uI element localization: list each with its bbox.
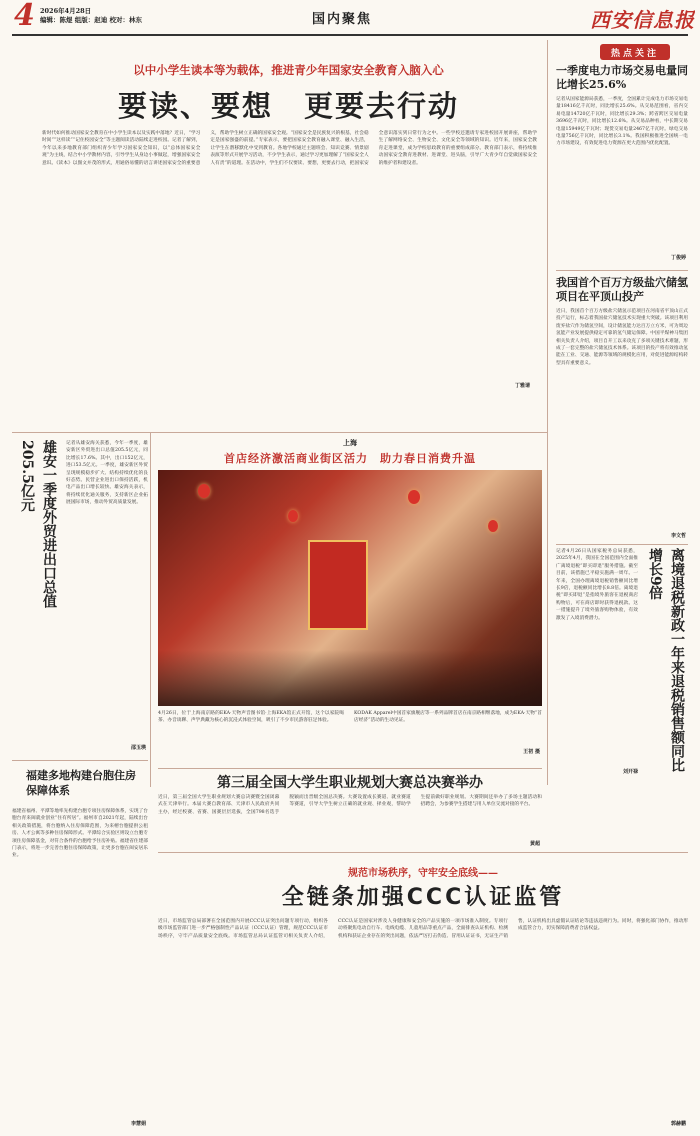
- header-rule: [12, 34, 688, 36]
- sidebar-divider: [547, 40, 548, 785]
- career-contest-author: 黄超: [529, 841, 540, 847]
- hydrogen-body: 近日，我国首个百万方级盐穴储氢示范项目在河南省平顶山正式投产运行，标志着我国盐穴储氢技术实现重大突破。该项目利用废弃盐穴作为储氢空间，设计储氢能力达百万立方米，可为周边氢能产业发展提供稳定可靠的氢气储运保障。中国平煤神马集团相关负责人介绍，项目自开工以来攻克了多项关键技术难题，形成了一套完整的盐穴储氢技术体系。该项目的投产将有效推动氢能在工业、交通、能源等领域的规模化应用，对促进能源结构转型具有重要意义。: [556, 309, 688, 366]
- xiongan-headline: 雄安一季度外贸进出口总值205.5亿元: [19, 440, 57, 608]
- ccc-story: [158, 856, 688, 1132]
- page-number: 4: [14, 0, 35, 33]
- news-photo: [158, 470, 542, 706]
- fujian-author: 李慧娟: [130, 1121, 146, 1127]
- issue-date: 2026年4月28日: [40, 7, 92, 15]
- photo-caption-right: KODAK Apparel中国首家旗舰店等一系列品牌首店在南京路相继落地，成为EKA·天物“首店经济”活动的生动见证。: [354, 711, 542, 724]
- ccc-headline: 全链条加强CCC认证监管: [281, 885, 565, 910]
- left-col-rule: [12, 760, 148, 761]
- hydrogen-story: [556, 276, 688, 541]
- bottom-rule: [158, 852, 688, 853]
- hydrogen-headline: 我国首个百万方级盐穴储氢项目在平顶山投产: [556, 276, 688, 303]
- fujian-story: [12, 764, 148, 1132]
- photo-rule: [158, 768, 542, 769]
- top-body: 新时代如何推动国家安全教育在中小学生读本以及实践中落地？近日，“学习时间”“这样读”“记住校园安全”等主题阅读活动陆续走进校园。记者了解到，今年以来多地教育部门组织青少年学习国家安全知识，以“总体国家安全观”为主线，结合中小学教材内容，引导学生从身边小事做起，增强国家安全意识。《读本》以图文并茂的形式，用通俗易懂的语言讲述国家安全的重要意义，帮助学生树立正确的国家安全观。“国家安全是民族复兴的根基，社会稳定是国家强盛的前提。”专家表示，要把国家安全教育融入课堂、融入生活，让学生在潜移默化中受到教育。各地学校通过主题班会、知识竞赛、情景剧表演等形式开展学习活动，不少学生表示，通过学习更加理解了“国家安全人人有责”的道理。在活动中，学生们不仅要读、要想，更要去行动，把国家安全意识落实到日常行为之中。一些学校还邀请专家进校园开展讲座，帮助学生了解网络安全、生物安全、文化安全等领域的知识。近年来，国家安全教育走进课堂，成为学校思政教育的重要组成部分。教育部门表示，将持续推动国家安全教育进教材、进课堂、进头脑，引导广大青少年自觉做国家安全的维护者和建设者。: [42, 131, 537, 166]
- editor-credits: 编辑：陈煜 组版：赵迪 校对：林东: [40, 16, 143, 24]
- photo-location: 上海: [343, 438, 357, 447]
- power-trading-story: [556, 64, 688, 264]
- tax-refund-author: 刘开禄: [622, 769, 638, 775]
- fujian-headline: 福建多地构建台胞住房保障体系: [26, 769, 136, 797]
- storefront-signage: [308, 540, 368, 630]
- top-author: 丁雅请: [514, 383, 530, 389]
- power-trading-author: 丁俊婷: [670, 255, 686, 261]
- tax-refund-headline: 离境退税新政一年来退税销售额同比增长9倍: [647, 548, 685, 772]
- photo-feature: [158, 436, 542, 766]
- sidebar-rule-1: [556, 270, 688, 271]
- crowd-silhouette: [158, 650, 542, 706]
- top-headline: 要读、要想 更要去行动: [117, 89, 459, 123]
- career-contest-headline: 第三届全国大学生职业规划大赛总决赛举办: [217, 775, 483, 791]
- top-kicker: 以中小学生读本等为载体，推进青少年国家安全教育入脑入心: [133, 63, 444, 77]
- tax-refund-body: 记者4月26日从国家税务总局获悉，2025年4月，我国在全国范围内全面推广离境退税“即买即退”服务措施。截至目前，该措施已平稳实施满一周年。一年来，全国办理离境退税销售额同比增长9倍，退税额同比增长8.8倍。离境退税“即买即退”是指境外旅客在退税商店购物后，可在商店即时获得退税款。这一措施提升了境外旅客购物体验，有效激发了入境消费潜力。: [556, 549, 638, 621]
- top-article-rule: [12, 432, 547, 433]
- tax-refund-story: [556, 548, 688, 778]
- ccc-author: 郭赫鹏: [670, 1121, 686, 1127]
- ccc-kicker: 规范市场秩序，守牢安全底线——: [348, 868, 498, 879]
- fujian-body: 福建省福州、平潭等地率先构建台胞专项住房保障体系，实现了台胞台青来闽就业创业“住有所居”。福州市自2021年起，陆续出台相关政策措施，将台胞纳入住房保障范围，为来榕台胞提供公租房、人才公寓等多种住房保障形式。平潭综合实验区则设立台胞专项住房保障基金，对符合条件的台胞给予住房补贴。福建省住建部门表示，将进一步完善台胞住房保障政策，让更多台胞在闽安居乐业。: [12, 809, 148, 859]
- power-trading-headline: 一季度电力市场交易电量同比增长25.6%: [556, 64, 688, 91]
- hot-focus-label: 热点关注: [610, 49, 659, 59]
- section-title: 国内聚焦: [312, 12, 373, 27]
- photo-credit: 王初 摄: [523, 749, 540, 755]
- page-header: [0, 0, 700, 36]
- left-col-divider: [150, 432, 151, 787]
- xiongan-author: 邵玉瑛: [130, 745, 146, 751]
- lantern-image: [408, 490, 420, 504]
- lantern-image: [288, 510, 298, 522]
- hot-focus-tag: [600, 44, 670, 60]
- masthead-logo: 西安信息报: [590, 8, 695, 32]
- power-trading-body: 记者从国家能源局获悉，一季度，全国累计完成电力市场交易电量18416亿千瓦时，同比增长25.6%。从交易范围看，省内交易电量14720亿千瓦时，同比增长29.3%；跨省跨区交易电量3696亿千瓦时，同比增长12.6%。从交易品种看，中长期交易电量15949亿千瓦时；现货交易电量2467亿千瓦时。绿电交易电量756亿千瓦时，同比增长3.1%。我国积极推进全国统一电力市场建设，有效促进电力资源在更大范围内优化配置。: [556, 97, 688, 147]
- photo-title: 首店经济激活商业街区活力 助力春日消费升温: [224, 452, 476, 465]
- lantern-image: [488, 520, 498, 532]
- career-contest-body: 近日，第三届全国大学生职业规划大赛总决赛暨全国闭幕式在天津举行。本届大赛自教育部、天津市人民政府共同主办，经过校赛、省赛、国赛层层选拔，全国798名选手脱颖而出晋级全国总决赛。大赛设置成长赛道、就业赛道等赛道，引导大学生树立正确的就业观、择业观，帮助学生提前做好职业规划。大赛期间还举办了多场主题活动和招聘会，为参赛学生搭建与用人单位交流对接的平台。: [158, 795, 542, 815]
- sidebar-rule-2: [556, 544, 688, 545]
- photo-caption-left: 4月26日，位于上海南京路的EKA·天物声音图书馆·上海EKA馆正式开馆，这个以家院喝茶、办音谈聊、声学典藏为核心的沉浸式体验空间，吸引了不少市民游客驻足体验。: [158, 711, 344, 724]
- xiongan-body: 记者从雄安海关获悉，今年一季度，雄安新区外贸进出口总值205.5亿元，同比增长17.6%。其中，出口152亿元，进口53.5亿元。一季度，雄安新区外贸呈现规模稳步扩大、结构持续优化的良好态势。民营企业进出口保持活跃，机电产品出口增长较快。雄安海关表示，将持续优化通关服务，支持新区企业拓展国际市场，推动外贸高质量发展。: [66, 441, 148, 506]
- top-article: [40, 40, 537, 430]
- lantern-image: [198, 484, 210, 498]
- ccc-body: 近日，市场监管总局部署在全国范围内开展CCC认证突出问题专项行动，组织各级市场监管部门进一步严格强制性产品认证（CCC认证）管理，规范CCC认证市场秩序，守牢产品质量安全底线。市场监管总局认证监管司相关负责人介绍，CCC认证是国家对涉及人身健康和安全的产品实施的一项市场准入制度。专项行动将聚焦电动自行车、电线电缆、儿童用品等重点产品，全面排查认证机构、检测机构和获证企业存在的突出问题，依法严厉打击伪造、冒用认证证书，无证生产销售，认证机构出具虚假认证结论等违法违规行为。同时，将强化部门协作，推动形成监管合力，切实保障消费者合法权益。: [158, 919, 688, 939]
- hydrogen-author: 李文哲: [670, 533, 686, 539]
- xiongan-story: [12, 436, 148, 756]
